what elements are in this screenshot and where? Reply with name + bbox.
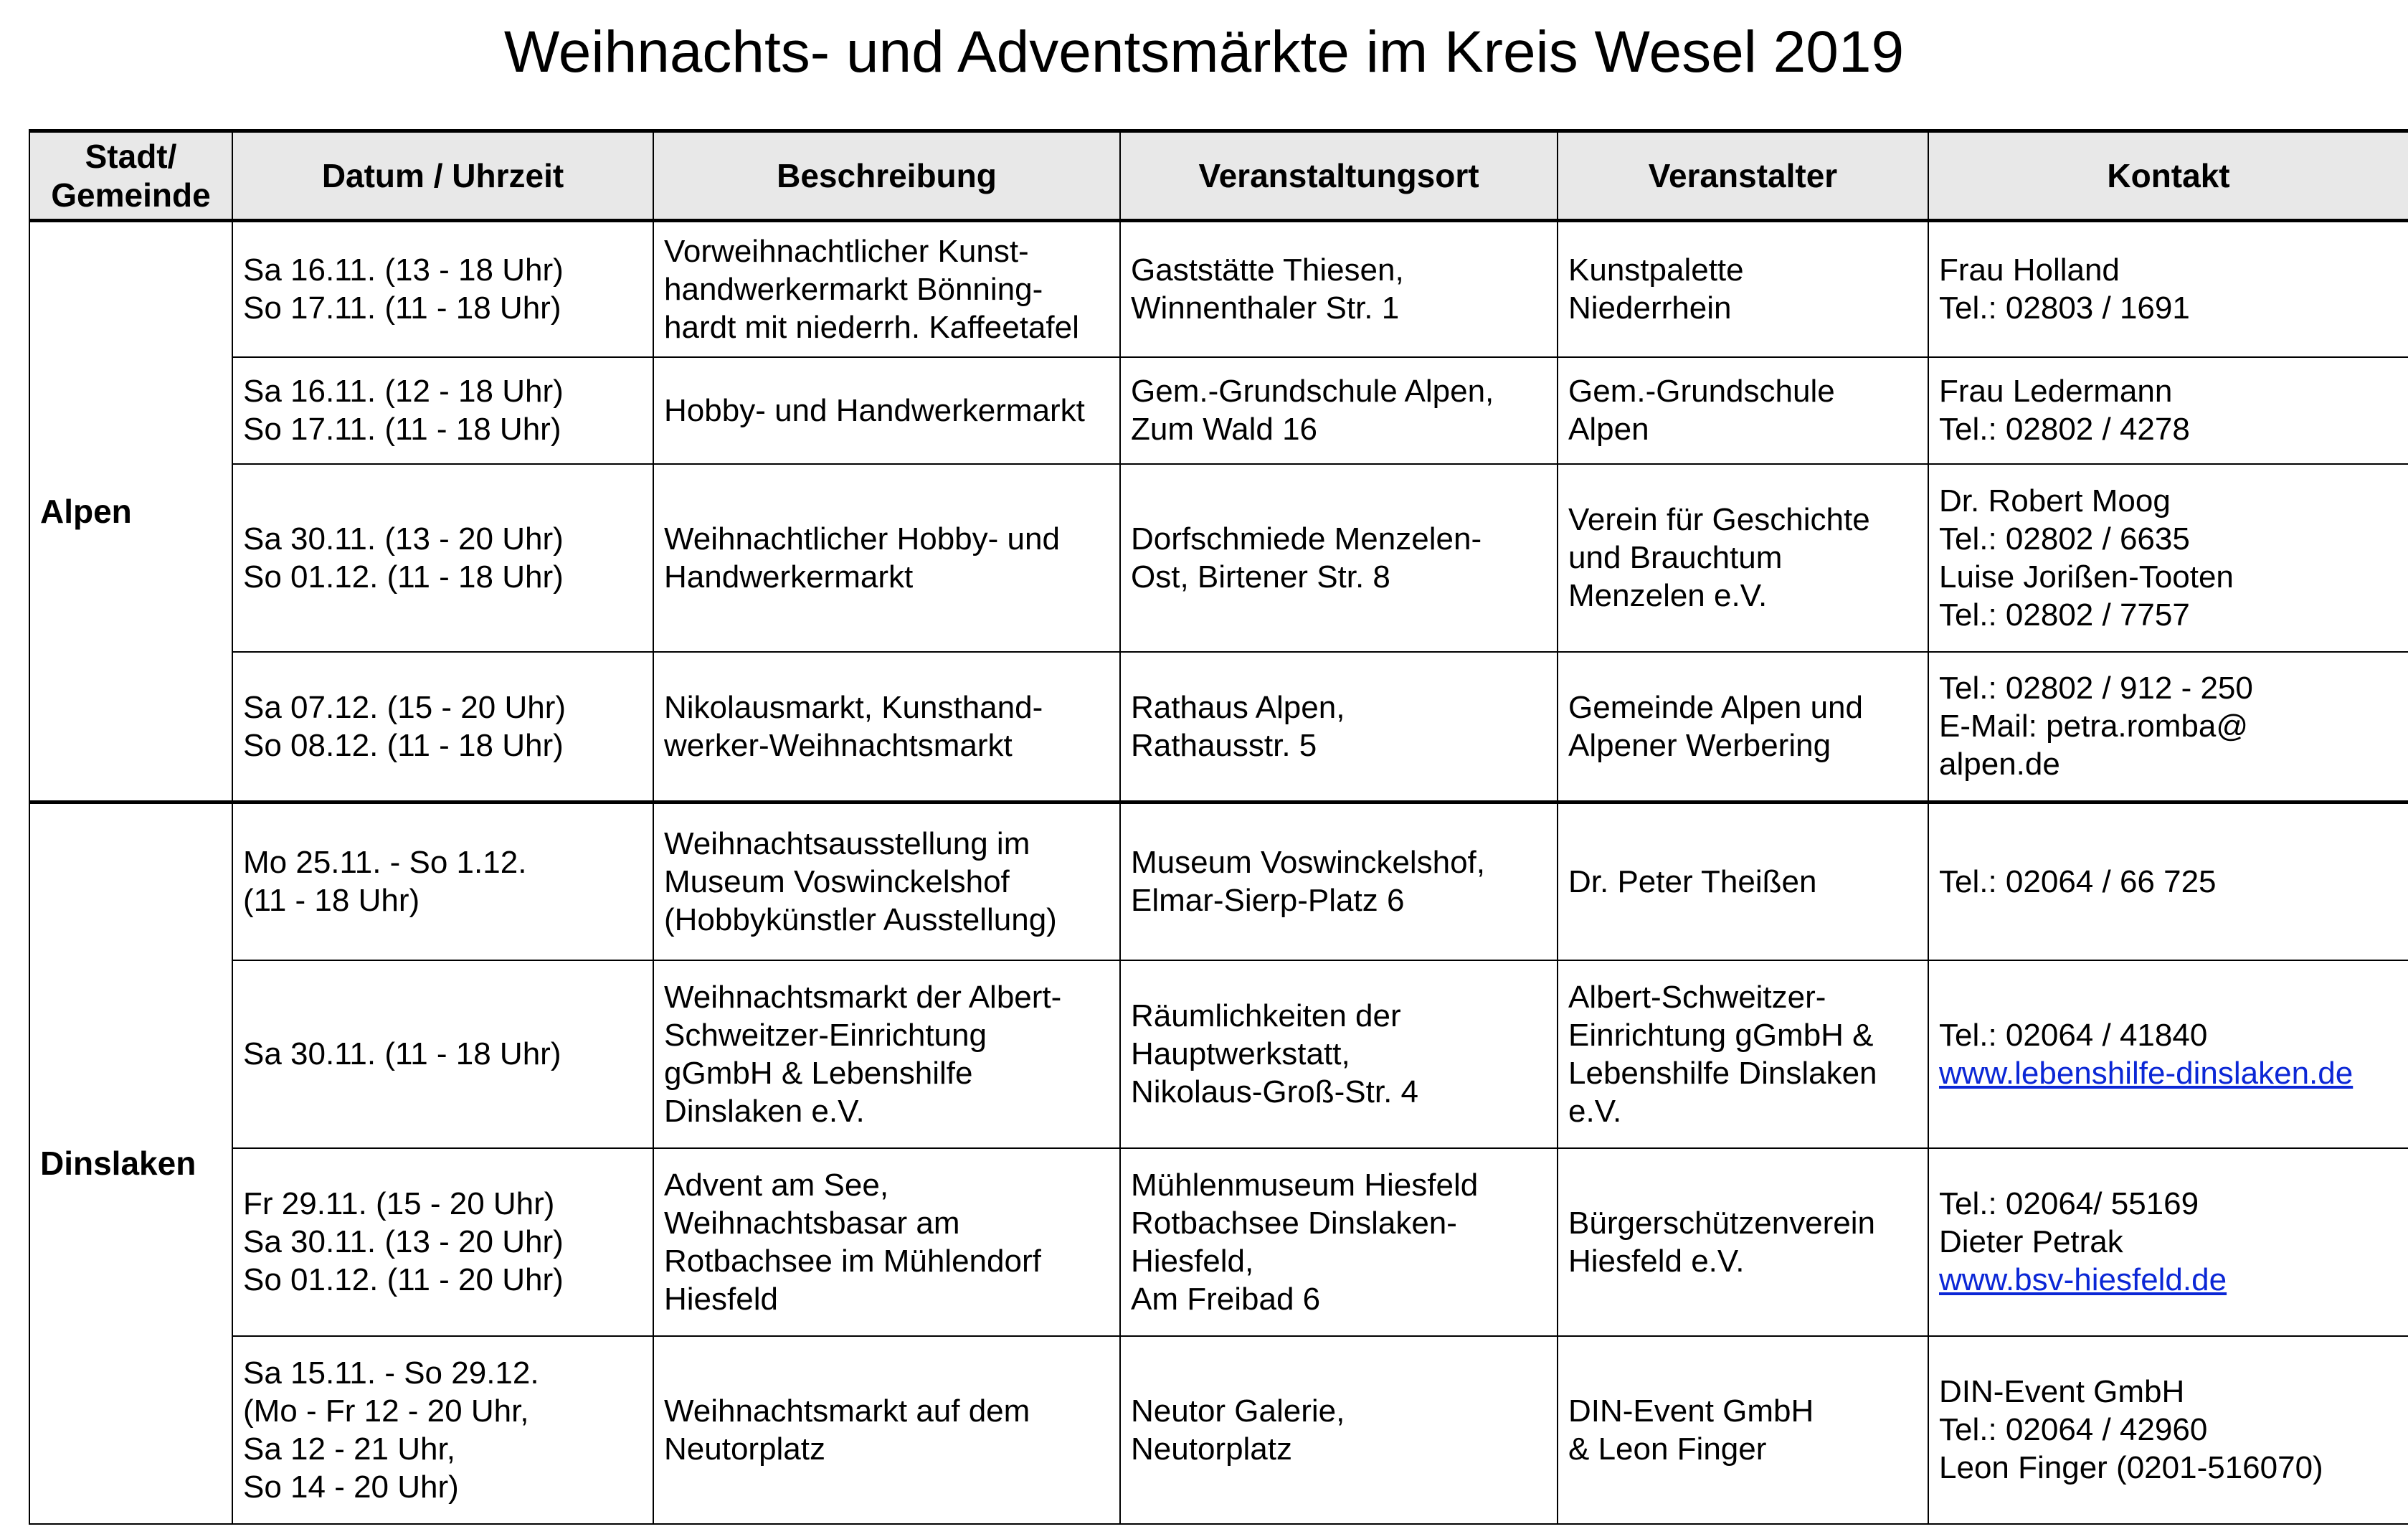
kontakt-cell <box>1928 357 2408 464</box>
table-row <box>29 803 2408 960</box>
kontakt-cell-line: Tel.: 02064 / 66 725 <box>1939 863 2217 899</box>
beschreibung-cell-line: Handwerkermarkt <box>664 559 914 595</box>
datum-cell <box>232 960 653 1148</box>
datum-cell-line: So 08.12. (11 - 18 Uhr) <box>243 727 564 763</box>
table-row <box>29 464 2408 652</box>
kontakt-cell <box>1928 803 2408 960</box>
veranstaltungsort-cell-line: Gem.-Grundschule Alpen, <box>1131 374 1494 409</box>
datum-cell-line: Sa 07.12. (15 - 20 Uhr) <box>243 689 567 725</box>
events-table <box>29 129 2408 1525</box>
beschreibung-cell-line: Neutorplatz <box>664 1431 826 1467</box>
beschreibung-cell-line: Weihnachtlicher Hobby- und <box>664 521 1060 557</box>
veranstalter-cell-line: e.V. <box>1568 1093 1622 1129</box>
veranstalter-cell-line: & Leon Finger <box>1568 1431 1767 1467</box>
kontakt-cell-line: Tel.: 02064 / 41840 <box>1939 1017 2208 1053</box>
veranstalter-cell-line: Bürgerschützenverein <box>1568 1205 1876 1241</box>
header-veranstalter: Veranstalter <box>1558 131 1928 221</box>
veranstalter-cell-line: DIN-Event GmbH <box>1568 1393 1814 1429</box>
veranstaltungsort-cell <box>1120 1148 1558 1336</box>
veranstaltungsort-cell <box>1120 960 1558 1148</box>
datum-cell <box>232 221 653 357</box>
veranstaltungsort-cell-line: Hiesfeld, <box>1131 1243 1254 1279</box>
veranstaltungsort-cell-line: Hauptwerkstatt, <box>1131 1036 1350 1071</box>
beschreibung-cell-line: Dinslaken e.V. <box>664 1093 865 1129</box>
beschreibung-cell-line: Hobby- und Handwerkermarkt <box>664 392 1085 428</box>
datum-cell-line: Sa 30.11. (13 - 20 Uhr) <box>243 521 564 557</box>
kontakt-cell <box>1928 1148 2408 1336</box>
beschreibung-cell-line: Weihnachtsbasar am <box>664 1205 960 1241</box>
datum-cell <box>232 464 653 652</box>
veranstaltungsort-cell <box>1120 464 1558 652</box>
beschreibung-cell-line: werker-Weihnachtsmarkt <box>664 727 1013 763</box>
datum-cell-line: So 17.11. (11 - 18 Uhr) <box>243 412 561 447</box>
datum-cell-line: So 01.12. (11 - 18 Uhr) <box>243 559 564 595</box>
header-row <box>29 131 2408 221</box>
beschreibung-cell-line: (Hobbykünstler Ausstellung) <box>664 901 1057 937</box>
veranstaltungsort-cell-line: Winnenthaler Str. 1 <box>1131 290 1400 326</box>
veranstaltungsort-cell-line: Rathausstr. 5 <box>1131 727 1317 763</box>
table-row <box>29 221 2408 357</box>
veranstaltungsort-cell-line: Neutorplatz <box>1131 1431 1293 1467</box>
kontakt-cell-line: Dr. Robert Moog <box>1939 483 2171 519</box>
header-datum: Datum / Uhrzeit <box>232 131 653 221</box>
kontakt-cell-line: E-Mail: petra.romba@ <box>1939 709 2249 744</box>
website-link[interactable]: www.bsv-hiesfeld.de <box>1939 1262 2227 1297</box>
veranstaltungsort-cell-line: Mühlenmuseum Hiesfeld <box>1131 1167 1479 1203</box>
kontakt-cell-line: alpen.de <box>1939 747 2060 782</box>
kontakt-cell-line: Leon Finger (0201-516070) <box>1939 1450 2323 1485</box>
header-veranstaltungsort: Veranstaltungsort <box>1120 131 1558 221</box>
kontakt-cell-line: Tel.: 02064 / 42960 <box>1939 1412 2208 1447</box>
veranstaltungsort-cell-line: Zum Wald 16 <box>1131 412 1318 447</box>
veranstalter-cell-line: Niederrhein <box>1568 290 1732 326</box>
veranstaltungsort-cell-line: Rotbachsee Dinslaken- <box>1131 1205 1457 1241</box>
kontakt-cell-line: Frau Ledermann <box>1939 374 2173 409</box>
beschreibung-cell-line: Rotbachsee im Mühlendorf <box>664 1243 1041 1279</box>
beschreibung-cell <box>653 1336 1120 1524</box>
veranstalter-cell-line: Hiesfeld e.V. <box>1568 1243 1745 1279</box>
veranstalter-cell <box>1558 221 1928 357</box>
datum-cell-line: Sa 30.11. (11 - 18 Uhr) <box>243 1036 561 1071</box>
beschreibung-cell <box>653 357 1120 464</box>
kontakt-cell-line: Tel.: 02803 / 1691 <box>1939 290 2190 326</box>
veranstalter-cell-line: Albert-Schweitzer- <box>1568 979 1826 1015</box>
datum-cell-line: So 01.12. (11 - 20 Uhr) <box>243 1262 564 1297</box>
datum-cell-line: Sa 16.11. (12 - 18 Uhr) <box>243 374 564 409</box>
veranstalter-cell-line: Lebenshilfe Dinslaken <box>1568 1055 1877 1091</box>
city-cell: Alpen <box>29 221 232 803</box>
datum-cell-line: Sa 30.11. (13 - 20 Uhr) <box>243 1224 564 1259</box>
veranstaltungsort-cell-line: Dorfschmiede Menzelen- <box>1131 521 1482 557</box>
kontakt-cell-line: DIN-Event GmbH <box>1939 1374 2185 1409</box>
beschreibung-cell-line: Weihnachtsmarkt der Albert- <box>664 979 1062 1015</box>
beschreibung-cell <box>653 652 1120 803</box>
veranstalter-cell-line: und Brauchtum <box>1568 540 1783 575</box>
kontakt-cell <box>1928 960 2408 1148</box>
kontakt-cell-line: Tel.: 02802 / 4278 <box>1939 412 2190 447</box>
kontakt-cell <box>1928 221 2408 357</box>
veranstalter-cell-line: Alpener Werbering <box>1568 727 1831 763</box>
veranstalter-cell-line: Kunstpalette <box>1568 252 1744 288</box>
kontakt-cell-line: Dieter Petrak <box>1939 1224 2123 1259</box>
header-kontakt: Kontakt <box>1928 131 2408 221</box>
veranstaltungsort-cell <box>1120 803 1558 960</box>
veranstaltungsort-cell <box>1120 221 1558 357</box>
city-cell: Dinslaken <box>29 803 232 1524</box>
datum-cell-line: Sa 12 - 21 Uhr, <box>243 1431 455 1467</box>
beschreibung-cell-line: Weihnachtsmarkt auf dem <box>664 1393 1030 1429</box>
beschreibung-cell-line: hardt mit niederrh. Kaffeetafel <box>664 309 1079 345</box>
veranstalter-cell <box>1558 1336 1928 1524</box>
beschreibung-cell-line: Hiesfeld <box>664 1281 778 1317</box>
page-title: Weihnachts- und Adventsmärkte im Kreis Wesel 2019 <box>503 19 1905 85</box>
table-row <box>29 1336 2408 1524</box>
veranstaltungsort-cell-line: Gaststätte Thiesen, <box>1131 252 1404 288</box>
veranstaltungsort-cell-line: Nikolaus-Groß-Str. 4 <box>1131 1074 1418 1109</box>
beschreibung-cell-line: Advent am See, <box>664 1167 889 1203</box>
website-link[interactable]: www.lebenshilfe-dinslaken.de <box>1939 1055 2354 1091</box>
header-stadt: Stadt/ Gemeinde <box>29 131 232 221</box>
veranstaltungsort-cell-line: Rathaus Alpen, <box>1131 689 1345 725</box>
veranstaltungsort-cell-line: Neutor Galerie, <box>1131 1393 1345 1429</box>
datum-cell-line: Mo 25.11. - So 1.12. <box>243 845 527 881</box>
veranstaltungsort-cell-line: Ost, Birtener Str. 8 <box>1131 559 1390 595</box>
kontakt-cell-line: Tel.: 02064/ 55169 <box>1939 1186 2199 1221</box>
veranstaltungsort-cell <box>1120 1336 1558 1524</box>
kontakt-cell-line: Luise Jorißen-Tooten <box>1939 559 2234 595</box>
veranstaltungsort-cell <box>1120 652 1558 803</box>
beschreibung-cell-line: Weihnachtsausstellung im <box>664 825 1030 861</box>
beschreibung-cell-line: Nikolausmarkt, Kunsthand- <box>664 689 1043 725</box>
datum-cell <box>232 803 653 960</box>
datum-cell <box>232 652 653 803</box>
veranstaltungsort-cell <box>1120 357 1558 464</box>
datum-cell-line: (Mo - Fr 12 - 20 Uhr, <box>243 1393 529 1429</box>
beschreibung-cell-line: handwerkermarkt Bönning- <box>664 271 1043 307</box>
beschreibung-cell <box>653 803 1120 960</box>
veranstaltungsort-cell-line: Am Freibad 6 <box>1131 1281 1321 1317</box>
datum-cell <box>232 1336 653 1524</box>
beschreibung-cell-line: Schweitzer-Einrichtung <box>664 1017 987 1053</box>
kontakt-cell-line: Tel.: 02802 / 6635 <box>1939 521 2190 557</box>
table-row <box>29 357 2408 464</box>
datum-cell <box>232 1148 653 1336</box>
datum-cell-line: So 17.11. (11 - 18 Uhr) <box>243 290 561 326</box>
beschreibung-cell-line: gGmbH & Lebenshilfe <box>664 1055 973 1091</box>
kontakt-cell <box>1928 652 2408 803</box>
veranstaltungsort-cell-line: Museum Voswinckelshof, <box>1131 845 1485 881</box>
veranstalter-cell <box>1558 1148 1928 1336</box>
table-row <box>29 960 2408 1148</box>
datum-cell-line: Sa 16.11. (13 - 18 Uhr) <box>243 252 564 288</box>
kontakt-cell-line: Tel.: 02802 / 7757 <box>1939 597 2190 633</box>
kontakt-cell <box>1928 464 2408 652</box>
kontakt-cell <box>1928 1336 2408 1524</box>
beschreibung-cell <box>653 1148 1120 1336</box>
table-row <box>29 652 2408 803</box>
veranstalter-cell-line: Verein für Geschichte <box>1568 502 1870 537</box>
veranstalter-cell <box>1558 652 1928 803</box>
datum-cell-line: Sa 15.11. - So 29.12. <box>243 1355 539 1391</box>
veranstalter-cell-line: Menzelen e.V. <box>1568 578 1768 613</box>
veranstalter-cell <box>1558 960 1928 1148</box>
kontakt-cell-line: Tel.: 02802 / 912 - 250 <box>1939 671 2253 706</box>
veranstalter-cell-line: Gemeinde Alpen und <box>1568 689 1863 725</box>
veranstalter-cell-line: Alpen <box>1568 412 1649 447</box>
veranstalter-cell <box>1558 803 1928 960</box>
veranstalter-cell <box>1558 357 1928 464</box>
datum-cell-line: So 14 - 20 Uhr) <box>243 1469 459 1505</box>
beschreibung-cell-line: Museum Voswinckelshof <box>664 863 1010 899</box>
beschreibung-cell <box>653 221 1120 357</box>
datum-cell-line: Fr 29.11. (15 - 20 Uhr) <box>243 1186 555 1221</box>
veranstalter-cell <box>1558 464 1928 652</box>
kontakt-cell-line: Frau Holland <box>1939 252 2120 288</box>
beschreibung-cell-line: Vorweihnachtlicher Kunst- <box>664 233 1029 269</box>
veranstaltungsort-cell-line: Räumlichkeiten der <box>1131 998 1401 1033</box>
veranstaltungsort-cell-line: Elmar-Sierp-Platz 6 <box>1131 883 1405 919</box>
beschreibung-cell <box>653 464 1120 652</box>
table-row <box>29 1148 2408 1336</box>
datum-cell-line: (11 - 18 Uhr) <box>243 883 420 919</box>
veranstalter-cell-line: Dr. Peter Theißen <box>1568 863 1817 899</box>
veranstalter-cell-line: Einrichtung gGmbH & <box>1568 1017 1874 1053</box>
datum-cell <box>232 357 653 464</box>
header-beschreibung: Beschreibung <box>653 131 1120 221</box>
beschreibung-cell <box>653 960 1120 1148</box>
veranstalter-cell-line: Gem.-Grundschule <box>1568 374 1835 409</box>
